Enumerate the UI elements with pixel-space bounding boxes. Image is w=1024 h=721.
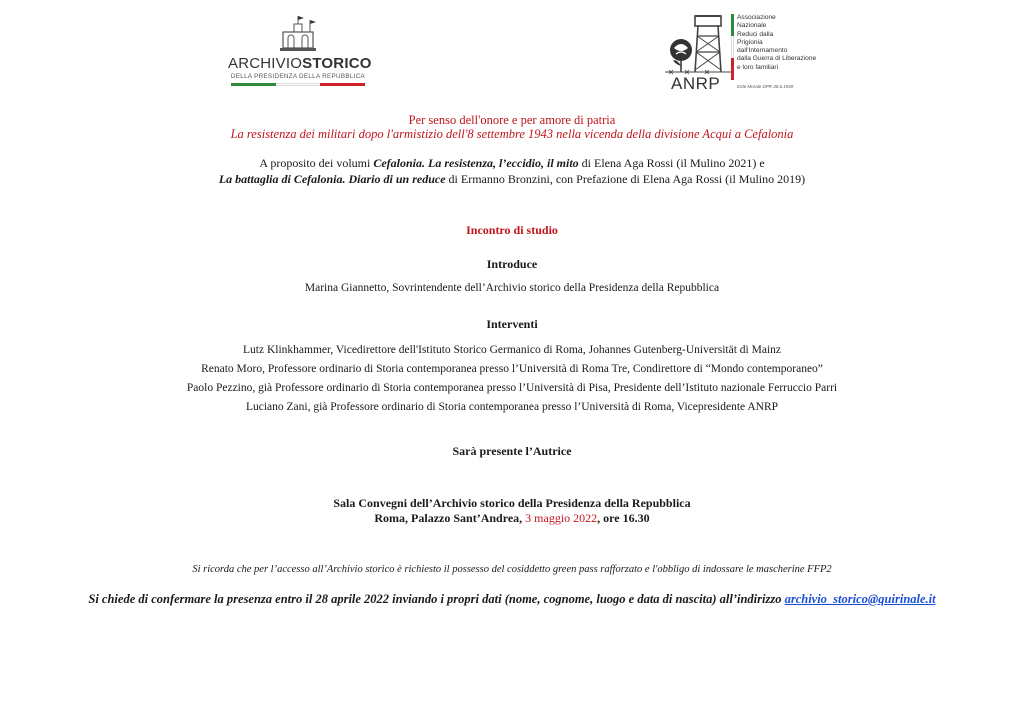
anrp-tricolor-stripe [731, 14, 734, 80]
speaker: Lutz Klinkhammer, Vicedirettore dell'Istituto Storico Germanico di Roma, Johannes Gutenberg-Universität di Mainz [243, 344, 781, 356]
archivio-storico-wordmark [228, 55, 372, 72]
book-intro-text: A proposito dei volumi [259, 156, 374, 170]
event-time: , ore 16.30 [597, 511, 650, 525]
anrp-line: Prigionia [737, 38, 763, 46]
anrp-line: dall'Internamento [737, 47, 788, 55]
anrp-line: dalla Guerra di Liberazione [737, 55, 817, 63]
anrp-line: Nazionale [737, 22, 767, 30]
event-subtitle: La resistenza dei militari dopo l'armistizio dell'8 settembre 1943 nella vicenda della divisione Acqui a Cefalonia [230, 127, 794, 141]
wordmark-thin: ARCHIVIO [228, 55, 303, 72]
green-pass-notice: Si ricorda che per l’accesso all’Archivio storico è richiesto il possesso del cosiddetto green pass rafforzato e l'obbligo di indossare le mascherine FFP2 [192, 564, 832, 575]
event-title: Per senso dell'onore e per amore di patria [408, 113, 616, 127]
anrp-acronym: ANRP [671, 74, 721, 93]
speaker: Paolo Pezzino, già Professore ordinario di Storia contemporanea presso l’Università di Pisa, Presidente dell’Istituto nazionale Ferruccio Parri [186, 382, 838, 394]
rsvp-email-link[interactable]: archivio_storico@quirinale.it [784, 592, 936, 606]
anrp-line: e loro familiari [737, 63, 779, 71]
rsvp-request [0, 592, 1024, 607]
book-reference-2 [0, 172, 1024, 187]
introducer: Marina Giannetto, Sovrintendente dell’Archivio storico della Presidenza della Repubblica [304, 282, 720, 294]
book-author-2: di Ermanno Bronzini, con Prefazione di Elena Aga Rossi (il Mulino 2019) [445, 172, 806, 186]
archivio-storico-subtitle: DELLA PRESIDENZA DELLA REPUBBLICA [230, 73, 366, 80]
author-presence: Sarà presente l’Autrice [452, 444, 572, 458]
venue-place: Roma, Palazzo Sant’Andrea, [374, 511, 526, 525]
book-title-2: La battaglia di Cefalonia. Diario di un reduce [218, 172, 446, 186]
palace-emblem-icon [276, 14, 320, 54]
speaker: Renato Moro, Professore ordinario di Storia contemporanea presso l’Università di Roma Tre, Condirettore di “Mondo contemporaneo” [201, 363, 823, 375]
venue-datetime [0, 511, 1024, 526]
venue-name: Sala Convegni dell’Archivio storico della Presidenza della Repubblica [333, 496, 691, 510]
anrp-line: Reduci dalla [737, 30, 774, 38]
anrp-legal-status: Ente Morale DPR 30.6.1949 [737, 84, 794, 89]
event-date: 3 maggio 2022 [525, 511, 598, 525]
anrp-line: Associazione [737, 14, 776, 21]
wordmark-bold: STORICO [302, 55, 372, 72]
interventi-heading: Interventi [486, 317, 538, 331]
book-title-1: Cefalonia. La resistenza, l’eccidio, il mito [373, 156, 579, 170]
rsvp-text: Si chiede di confermare la presenza entro il 28 aprile 2022 inviando i propri dati (nome, cognome, luogo e data di nascita) all’indirizzo [88, 592, 785, 606]
book-author-1: di Elena Aga Rossi (il Mulino 2021) e [578, 156, 765, 170]
event-type: Incontro di studio [466, 223, 558, 237]
italian-tricolor-bar [231, 83, 365, 86]
archivio-storico-logo [228, 14, 372, 94]
anrp-association-name [737, 14, 816, 72]
watchtower-rose-icon [665, 12, 731, 76]
anrp-logo [665, 12, 825, 94]
introduce-heading: Introduce [486, 257, 538, 271]
book-reference-1 [0, 156, 1024, 171]
speaker: Luciano Zani, già Professore ordinario di Storia contemporanea presso l’Università di Roma, Vicepresidente ANRP [245, 401, 779, 413]
